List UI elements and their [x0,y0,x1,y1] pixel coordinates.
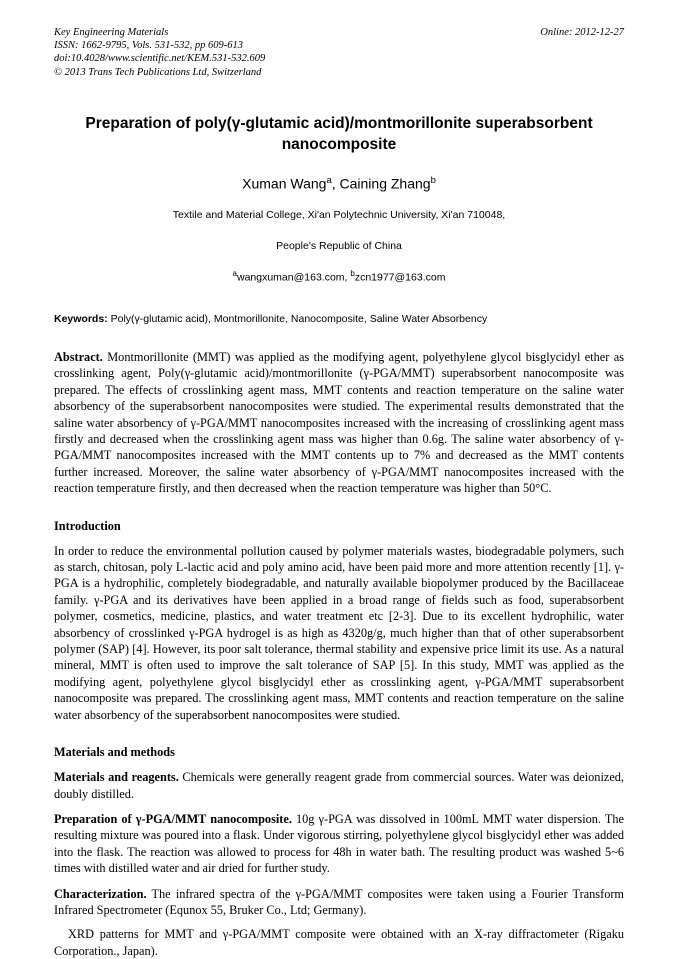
introduction-paragraph: In order to reduce the environmental pollution caused by polymer materials wastes, biodegradable polymers, such as starch, chitosan, poly L-lactic acid and poly amino acid, have been paid more and more attention recently [1]. γ-PGA is a hydrophilic, completely biodegradable, and naturally available biopolymer produced by the Bacillaceae family. γ-PGA and its derivatives have been applied in a broad range of fields such as food, superabsorbent polymer, cosmetics, medicine, plastics, and water treatment etc [2-3]. Due to its excellent hydrophilic, water absorbency of crosslinked γ-PGA hydrogel is as high as 4320g/g, much higher than that of other superabsorbent polymer (SAP) [4]. However, its poor salt tolerance, thermal stability and expensive price limit its use. As a natural mineral, MMT is often used to improve the salt tolerance of SAP [5]. In this study, MMT was applied as the modifying agent, polyethylene glycol bisglycidyl ether as crosslinking agent, γ-PGA/MMT superabsorbent nanocomposite was prepared. The crosslinking agent mass, MMT contents and reaction temperature on the saline water absorbency of the superabsorbent nanocomposites were studied. [54,543,624,722]
email-address-b: zcn1977@163.com [354,271,446,284]
keywords-text: Poly(γ-glutamic acid), Montmorillonite, Nanocomposite, Saline Water Absorbency [107,312,488,325]
email-address-a: wangxuman@163.com, [236,271,351,284]
abstract-text: Montmorillonite (MMT) was applied as the modifying agent, polyethylene glycol bisglycidyl ether as crosslinking agent, Poly(γ-glutamic acid)/montmorillonite (γ-PGA/MMT) superabsorbent nanocomposite was prepared. The effects of crosslinking agent mass, MMT contents and reaction temperature on the saline water absorbency of the superabsorbent nanocomposites were studied. The experimental results demonstrated that the saline water absorbency of γ-PGA/MMT nanocomposites increased with the increasing of crosslinking agent mass firstly and decreased when the crosslinking agent mass was higher than 0.6g. The saline water absorbency of γ-PGA/MMT nanocomposites increased with the MMT contents up to 7% and decreased as the MMT contents further increased. Moreover, the saline water absorbency of γ-PGA/MMT nanocomposites increased with the reaction temperature firstly, and then decreased when the reaction temperature was higher than 50°C. [54,349,624,496]
page-header [54,26,624,79]
header-left-block [54,26,464,79]
subsection-characterization [54,886,624,919]
abstract-block [54,349,624,497]
author-separator: , [331,175,340,192]
preparation-text: 10g γ-PGA was dissolved in 100mL MMT water dispersion. The resulting mixture was poured into a flask. Under vigorous stirring, polyethylene glycol bisglycidyl ether was added into the flask. The reaction was allowed to process for 48h in water bath. The resulting product was washed 5~6 times with distilled water and air dried for further study. [54,811,624,876]
run-in-heading-preparation: Preparation of γ-PGA/MMT nanocomposite. [54,811,292,826]
author-name-2: Caining Zhang [339,175,431,192]
section-heading-introduction: Introduction [54,518,121,533]
xrd-paragraph: XRD patterns for MMT and γ-PGA/MMT composite were obtained with an X-ray diffractometer (Rigaku Corporation., Japan). [54,927,624,958]
run-in-heading-characterization: Characterization. [54,886,147,901]
run-in-heading-materials-and-reagents: Materials and reagents. [54,770,179,785]
email-marker-b: b [350,269,355,279]
affiliation-line-2: People's Republic of China [276,240,402,253]
doi-line: doi:10.4028/www.scientific.net/KEM.531-532.609 [54,53,266,65]
copyright-line: © 2013 Trans Tech Publications Ltd, Switzerland [54,66,262,78]
characterization-text: The infrared spectra of the γ-PGA/MMT composites were taken using a Fourier Transform Infrared Spectrometer (Equnox 55, Bruker Co., Ltd; Germany). [54,886,624,917]
author-emails [54,269,624,284]
keywords-label: Keywords: [54,312,108,325]
affiliation-line-1: Textile and Material College, Xi'an Polytechnic University, Xi'an 710048, [172,209,506,222]
author-name-1: Xuman Wang [242,175,327,192]
keywords-block [54,312,624,327]
author-affil-marker-a: a [326,174,332,186]
journal-name: Key Engineering Materials [54,27,169,38]
issn-volume-pages: ISSN: 1662-9795, Vols. 531-532, pp 609-613 [54,40,243,52]
subsection-preparation [54,811,624,877]
section-heading-materials-and-methods: Materials and methods [54,745,175,760]
author-affil-marker-b: b [430,174,436,186]
materials-and-reagents-text: Chemicals were generally reagent grade from commercial sources. Water was deionized, doubly distilled. [54,770,624,801]
online-date: Online: 2012-12-27 [540,27,624,38]
subsection-materials-and-reagents [54,769,624,802]
abstract-label: Abstract. [54,349,103,364]
author-list [54,175,624,192]
page-title: Preparation of poly(γ-glutamic acid)/montmorillonite superabsorbent nanocomposite [85,114,593,153]
email-marker-a: a [232,269,237,279]
